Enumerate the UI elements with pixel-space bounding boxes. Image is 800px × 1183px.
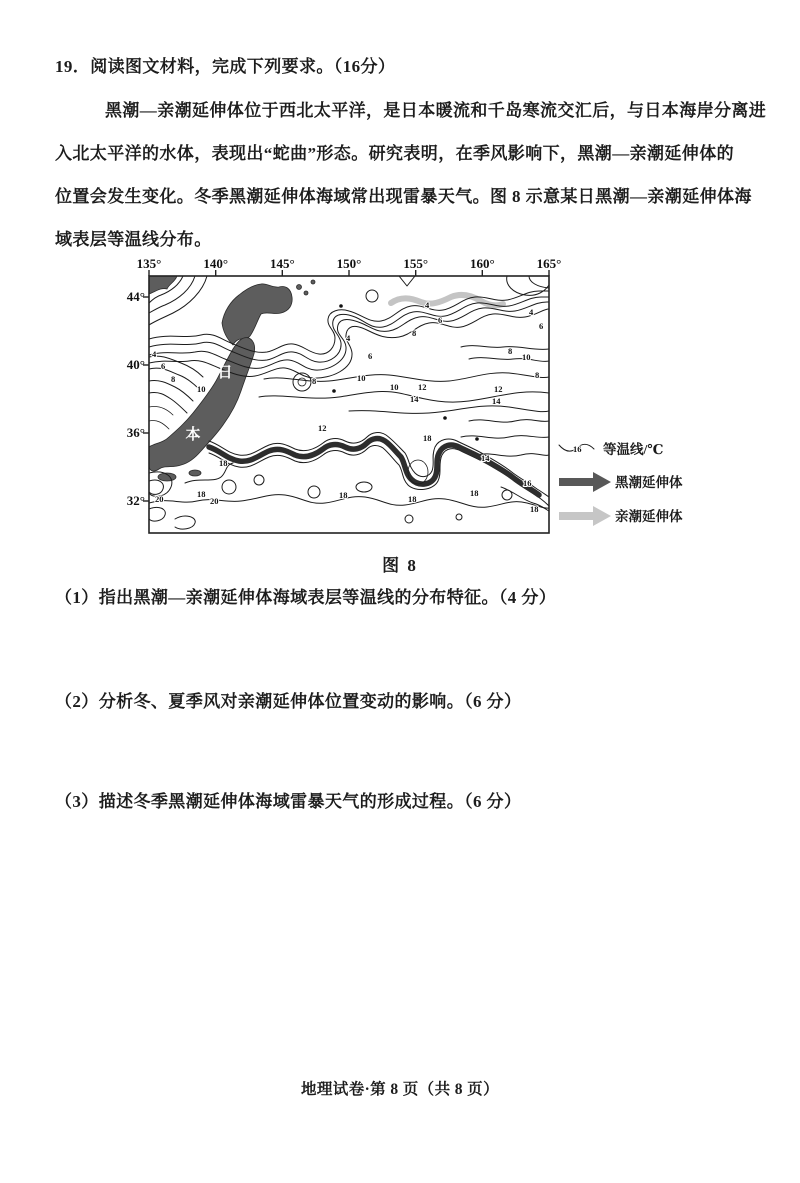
isoline-legend-value: 16 [573,444,582,454]
contour-value-label: 18 [408,494,417,504]
eddy-ring [366,290,378,302]
lon-tick-label: 140° [203,256,229,271]
lat-tick-label: 36° [126,425,145,440]
lon-tick-label: 160° [469,256,495,271]
contour-value-label: 12 [318,423,327,433]
sub-question-2: （2）分析冬、夏季风对亲潮延伸体位置变动的影响。（6 分） [55,692,522,711]
intro-paragraph-line-3: 位置会发生变化。冬季黑潮延伸体海域常出现雷暴天气。图 8 示意某日黑潮—亲潮延伸体海 [55,187,752,206]
sub-question-1: （1）指出黑潮—亲潮延伸体海域表层等温线的分布特征。（4 分） [55,588,557,607]
eddy-ring [308,486,320,498]
kuroshio-extension-band [209,439,539,495]
isotherm-line [461,346,549,350]
eddy-ring [502,490,512,500]
contour-value-label: 18 [423,433,432,443]
contour-value-label: 6 [368,351,373,361]
lat-tick-label: 40° [126,357,145,372]
isotherm-line [149,406,173,415]
contour-value-label: 8 [312,376,317,386]
oyashio-arrow-icon [559,506,611,526]
contour-value-label: 4 [425,300,430,310]
point-marker [443,416,447,420]
isotherm-line [529,276,549,288]
isotherm-line [461,436,549,439]
contour-value-label: 20 [155,494,164,504]
isotherm-map-svg [109,251,729,551]
isotherm-line [469,358,549,362]
continent-corner-landmass [149,276,177,294]
isotherm-line [349,406,549,414]
contour-value-label: 18 [197,489,206,499]
figure-caption: 图 8 [382,556,418,575]
contour-value-label: 4 [152,349,157,359]
small-island [311,280,315,284]
isotherm-line [149,507,165,521]
isotherm-line [259,392,549,403]
point-marker [332,389,336,393]
intro-paragraph-line-4: 域表层等温线分布。 [55,230,212,249]
contour-value-label: 18 [339,490,348,500]
contour-value-label: 6 [161,361,166,371]
eddy-ring [298,378,306,386]
isotherm-line [507,276,549,295]
oyashio-legend-label: 亲潮延伸体 [615,509,683,524]
contour-value-label: 4 [346,333,351,343]
lon-tick-label: 150° [336,256,362,271]
contour-value-label: 14 [492,396,501,406]
eddy-ring [293,373,311,391]
contour-value-label: 10 [390,382,399,392]
kuroshio-legend-label: 黑潮延伸体 [615,475,683,490]
contour-value-label: 6 [438,315,443,325]
lon-tick-label: 145° [269,256,295,271]
contour-value-label: 10 [522,352,531,362]
hokkaido-island [222,284,292,345]
lat-tick-label: 44° [126,289,145,304]
isotherm-line [149,392,187,413]
lat-tick-label: 32° [126,493,145,508]
point-marker [475,437,479,441]
page-footer: 地理试卷·第 8 页（共 8 页） [301,1081,499,1098]
lon-tick-label: 155° [403,256,429,271]
longitude-axis [137,256,562,276]
kuroshio-loop-ring [408,460,428,484]
small-island [304,291,308,295]
question-19-heading: 19．阅读图文材料，完成下列要求。（16分） [55,57,396,76]
japan-label-char-1: 日 [217,365,233,381]
lon-tick-label: 165° [536,256,562,271]
eddy-ring [254,475,264,485]
contour-value-label: 14 [481,453,490,463]
isoline-legend-label: 等温线/℃ [603,442,664,457]
eddy-ring [356,482,372,492]
eddy-ring [456,514,462,520]
contour-value-label: 12 [418,382,427,392]
contour-value-label: 18 [530,504,539,514]
contour-value-label: 18 [219,458,228,468]
eddy-ring [405,515,413,523]
contour-value-label: 16 [523,478,532,488]
contour-value-label: 10 [197,384,206,394]
isotherm-line [149,480,163,494]
contour-value-label: 12 [494,384,503,394]
small-island [189,470,201,476]
isotherm-line [149,495,549,509]
contour-value-label: 6 [539,321,544,331]
eddy-ring [222,480,236,494]
contour-value-label: 8 [412,328,417,338]
map-legend [559,441,683,526]
intro-paragraph-line-2: 入北太平洋的水体，表现出“蛇曲”形态。研究表明，在季风影响下，黑潮—亲潮延伸体的 [55,144,734,163]
latitude-axis [127,289,149,508]
sub-question-3: （3）描述冬季黑潮延伸体海域雷暴天气的形成过程。（6 分） [55,792,522,811]
contour-value-label: 8 [171,374,176,384]
isotherm-line [469,420,549,423]
small-island [297,285,302,290]
contour-value-label: 8 [535,370,540,380]
contour-value-label: 4 [529,307,534,317]
isotherm-line [149,420,169,429]
kuroshio-arrow-icon [559,472,611,492]
figure-8-isotherm-map [109,251,729,551]
isotherm-line [399,276,415,286]
intro-paragraph-line-1: 黑潮—亲潮延伸体位于西北太平洋，是日本暖流和千岛寒流交汇后，与日本海岸分离进 [105,101,767,120]
point-marker [339,304,343,308]
contour-value-label: 10 [357,373,366,383]
contour-value-label: 14 [410,394,419,404]
lon-tick-label: 135° [136,256,162,271]
isotherm-line [175,516,195,529]
contour-value-label: 18 [470,488,479,498]
contour-value-label: 8 [508,346,513,356]
contour-value-label: 20 [210,496,219,506]
japan-label-char-2: 本 [185,427,201,443]
